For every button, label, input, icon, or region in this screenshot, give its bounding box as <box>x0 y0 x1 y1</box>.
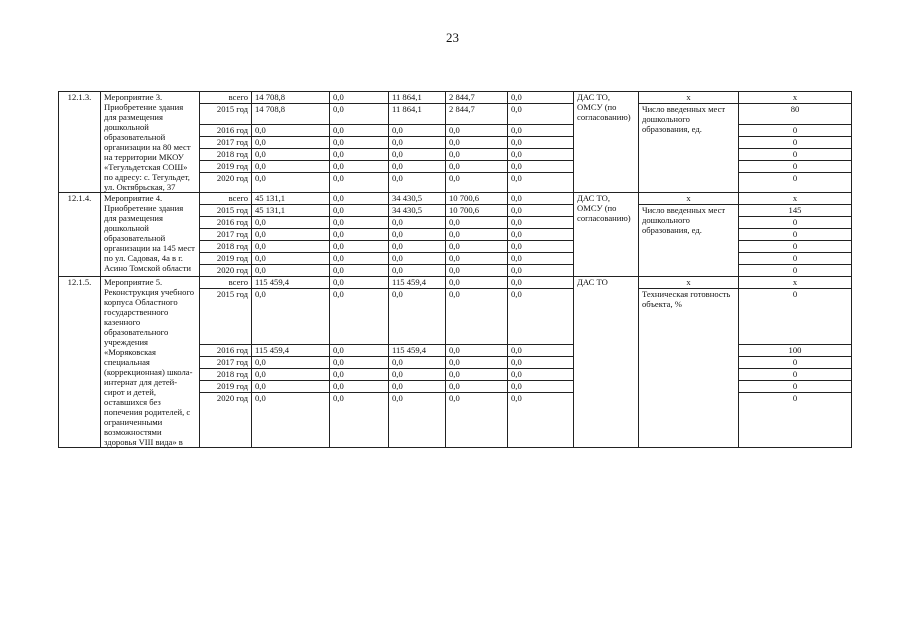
total-amount: 0,0 <box>252 136 330 148</box>
table-body <box>59 92 852 448</box>
total-amount: 115 459,4 <box>252 344 330 356</box>
year-label: 2017 год <box>200 229 252 241</box>
other-amount: 0,0 <box>508 104 574 125</box>
municipal-amount: 0,0 <box>446 356 508 368</box>
total-amount: 45 131,1 <box>252 193 330 205</box>
row-code: 12.1.3. <box>59 92 101 193</box>
indicator-value: 0 <box>739 136 852 148</box>
year-label: 2018 год <box>200 148 252 160</box>
federal-amount: 0,0 <box>330 241 389 253</box>
indicator-value: 0 <box>739 289 852 345</box>
other-amount: 0,0 <box>508 392 574 448</box>
indicator-name: Техническая готовность объекта, % <box>639 289 739 448</box>
indicator-name: Число введенных мест дошкольного образования, ед. <box>639 205 739 277</box>
municipal-amount: 10 700,6 <box>446 193 508 205</box>
other-amount: 0,0 <box>508 92 574 104</box>
indicator-value: 0 <box>739 229 852 241</box>
indicator-value: 0 <box>739 265 852 277</box>
year-label: 2016 год <box>200 124 252 136</box>
indicator-value: 100 <box>739 344 852 356</box>
regional-amount: 0,0 <box>389 229 446 241</box>
federal-amount: 0,0 <box>330 277 389 289</box>
indicator-x: x <box>639 193 739 205</box>
regional-amount: 0,0 <box>389 265 446 277</box>
page-number: 23 <box>446 30 459 45</box>
regional-amount: 0,0 <box>389 368 446 380</box>
executor: ДАС ТО <box>574 277 639 448</box>
regional-amount: 115 459,4 <box>389 344 446 356</box>
indicator-value: 0 <box>739 124 852 136</box>
indicator-value: 0 <box>739 368 852 380</box>
year-label: 2015 год <box>200 289 252 345</box>
year-label: всего <box>200 92 252 104</box>
indicator-x: x <box>639 277 739 289</box>
regional-amount: 34 430,5 <box>389 205 446 217</box>
municipal-amount: 0,0 <box>446 217 508 229</box>
executor: ДАС ТО, ОМСУ (по согласованию) <box>574 92 639 193</box>
federal-amount: 0,0 <box>330 289 389 345</box>
year-label: 2018 год <box>200 241 252 253</box>
regional-amount: 11 864,1 <box>389 92 446 104</box>
municipal-amount: 2 844,7 <box>446 104 508 125</box>
measure-name: Мероприятие 3. Приобретение здания для размещения дошкольной образовательной организации на 80 мест на территории МКОУ «Тегульдетская СОШ» по адресу: с. Тегульдет, ул. Октябрьская, 37 <box>101 92 200 193</box>
indicator-value: 145 <box>739 205 852 217</box>
indicator-value: 0 <box>739 380 852 392</box>
year-label: 2018 год <box>200 368 252 380</box>
total-amount: 0,0 <box>252 368 330 380</box>
municipal-amount: 10 700,6 <box>446 205 508 217</box>
other-amount: 0,0 <box>508 172 574 193</box>
indicator-value: x <box>739 277 852 289</box>
total-amount: 0,0 <box>252 289 330 345</box>
table-row <box>59 92 852 104</box>
regional-amount: 0,0 <box>389 253 446 265</box>
total-amount: 14 708,8 <box>252 104 330 125</box>
regional-amount: 0,0 <box>389 289 446 345</box>
year-label: 2019 год <box>200 380 252 392</box>
other-amount: 0,0 <box>508 193 574 205</box>
municipal-amount: 0,0 <box>446 392 508 448</box>
other-amount: 0,0 <box>508 241 574 253</box>
federal-amount: 0,0 <box>330 92 389 104</box>
year-label: 2017 год <box>200 356 252 368</box>
municipal-amount: 0,0 <box>446 136 508 148</box>
regional-amount: 0,0 <box>389 124 446 136</box>
other-amount: 0,0 <box>508 136 574 148</box>
indicator-value: x <box>739 193 852 205</box>
total-amount: 14 708,8 <box>252 92 330 104</box>
indicator-value: 0 <box>739 148 852 160</box>
year-label: всего <box>200 277 252 289</box>
other-amount: 0,0 <box>508 380 574 392</box>
regional-amount: 0,0 <box>389 172 446 193</box>
total-amount: 0,0 <box>252 356 330 368</box>
total-amount: 0,0 <box>252 172 330 193</box>
indicator-name: Число введенных мест дошкольного образования, ед. <box>639 104 739 193</box>
year-label: 2020 год <box>200 392 252 448</box>
measure-name: Мероприятие 5. Реконструкция учебного корпуса Областного государственного казенного образовательного учреждения «Моряковская специальная (коррекционная) школа-интернат для детей-сирот и детей, оставшихся без попечения родителей, с ограниченными возможностями здоровья VIII вида» в <box>101 277 200 448</box>
municipal-amount: 2 844,7 <box>446 92 508 104</box>
total-amount: 0,0 <box>252 160 330 172</box>
other-amount: 0,0 <box>508 368 574 380</box>
municipal-amount: 0,0 <box>446 277 508 289</box>
year-label: 2017 год <box>200 136 252 148</box>
other-amount: 0,0 <box>508 277 574 289</box>
municipal-amount: 0,0 <box>446 265 508 277</box>
other-amount: 0,0 <box>508 289 574 345</box>
program-table <box>58 91 852 448</box>
federal-amount: 0,0 <box>330 104 389 125</box>
total-amount: 0,0 <box>252 229 330 241</box>
year-label: 2015 год <box>200 104 252 125</box>
regional-amount: 11 864,1 <box>389 104 446 125</box>
year-label: 2020 год <box>200 265 252 277</box>
row-code: 12.1.4. <box>59 193 101 277</box>
total-amount: 45 131,1 <box>252 205 330 217</box>
total-amount: 0,0 <box>252 392 330 448</box>
other-amount: 0,0 <box>508 356 574 368</box>
municipal-amount: 0,0 <box>446 380 508 392</box>
other-amount: 0,0 <box>508 344 574 356</box>
other-amount: 0,0 <box>508 160 574 172</box>
total-amount: 115 459,4 <box>252 277 330 289</box>
row-code: 12.1.5. <box>59 277 101 448</box>
year-label: всего <box>200 193 252 205</box>
regional-amount: 0,0 <box>389 241 446 253</box>
indicator-value: 0 <box>739 160 852 172</box>
indicator-value: 0 <box>739 217 852 229</box>
federal-amount: 0,0 <box>330 160 389 172</box>
indicator-value: 0 <box>739 356 852 368</box>
year-label: 2019 год <box>200 160 252 172</box>
regional-amount: 0,0 <box>389 392 446 448</box>
indicator-x: x <box>639 92 739 104</box>
total-amount: 0,0 <box>252 124 330 136</box>
federal-amount: 0,0 <box>330 136 389 148</box>
federal-amount: 0,0 <box>330 205 389 217</box>
federal-amount: 0,0 <box>330 368 389 380</box>
municipal-amount: 0,0 <box>446 368 508 380</box>
indicator-value: x <box>739 92 852 104</box>
regional-amount: 115 459,4 <box>389 277 446 289</box>
indicator-value: 0 <box>739 172 852 193</box>
regional-amount: 0,0 <box>389 136 446 148</box>
regional-amount: 0,0 <box>389 380 446 392</box>
federal-amount: 0,0 <box>330 253 389 265</box>
other-amount: 0,0 <box>508 148 574 160</box>
year-label: 2019 год <box>200 253 252 265</box>
federal-amount: 0,0 <box>330 124 389 136</box>
municipal-amount: 0,0 <box>446 124 508 136</box>
total-amount: 0,0 <box>252 380 330 392</box>
executor: ДАС ТО, ОМСУ (по согласованию) <box>574 193 639 277</box>
municipal-amount: 0,0 <box>446 172 508 193</box>
indicator-value: 0 <box>739 241 852 253</box>
municipal-amount: 0,0 <box>446 160 508 172</box>
year-label: 2016 год <box>200 217 252 229</box>
other-amount: 0,0 <box>508 205 574 217</box>
municipal-amount: 0,0 <box>446 241 508 253</box>
year-label: 2015 год <box>200 205 252 217</box>
federal-amount: 0,0 <box>330 392 389 448</box>
year-label: 2016 год <box>200 344 252 356</box>
municipal-amount: 0,0 <box>446 148 508 160</box>
federal-amount: 0,0 <box>330 265 389 277</box>
indicator-value: 0 <box>739 253 852 265</box>
regional-amount: 34 430,5 <box>389 193 446 205</box>
total-amount: 0,0 <box>252 148 330 160</box>
other-amount: 0,0 <box>508 229 574 241</box>
federal-amount: 0,0 <box>330 229 389 241</box>
other-amount: 0,0 <box>508 253 574 265</box>
other-amount: 0,0 <box>508 217 574 229</box>
federal-amount: 0,0 <box>330 217 389 229</box>
regional-amount: 0,0 <box>389 148 446 160</box>
other-amount: 0,0 <box>508 124 574 136</box>
measure-name: Мероприятие 4. Приобретение здания для размещения дошкольной образовательной организации на 145 мест по ул. Садовая, 4а в г. Асино Томской области <box>101 193 200 277</box>
municipal-amount: 0,0 <box>446 229 508 241</box>
municipal-amount: 0,0 <box>446 344 508 356</box>
federal-amount: 0,0 <box>330 356 389 368</box>
indicator-value: 80 <box>739 104 852 125</box>
regional-amount: 0,0 <box>389 217 446 229</box>
table-row <box>59 277 852 289</box>
federal-amount: 0,0 <box>330 344 389 356</box>
regional-amount: 0,0 <box>389 160 446 172</box>
indicator-value: 0 <box>739 392 852 448</box>
federal-amount: 0,0 <box>330 172 389 193</box>
federal-amount: 0,0 <box>330 193 389 205</box>
total-amount: 0,0 <box>252 253 330 265</box>
table-row <box>59 193 852 205</box>
total-amount: 0,0 <box>252 217 330 229</box>
regional-amount: 0,0 <box>389 356 446 368</box>
other-amount: 0,0 <box>508 265 574 277</box>
municipal-amount: 0,0 <box>446 253 508 265</box>
municipal-amount: 0,0 <box>446 289 508 345</box>
total-amount: 0,0 <box>252 241 330 253</box>
federal-amount: 0,0 <box>330 148 389 160</box>
federal-amount: 0,0 <box>330 380 389 392</box>
year-label: 2020 год <box>200 172 252 193</box>
total-amount: 0,0 <box>252 265 330 277</box>
